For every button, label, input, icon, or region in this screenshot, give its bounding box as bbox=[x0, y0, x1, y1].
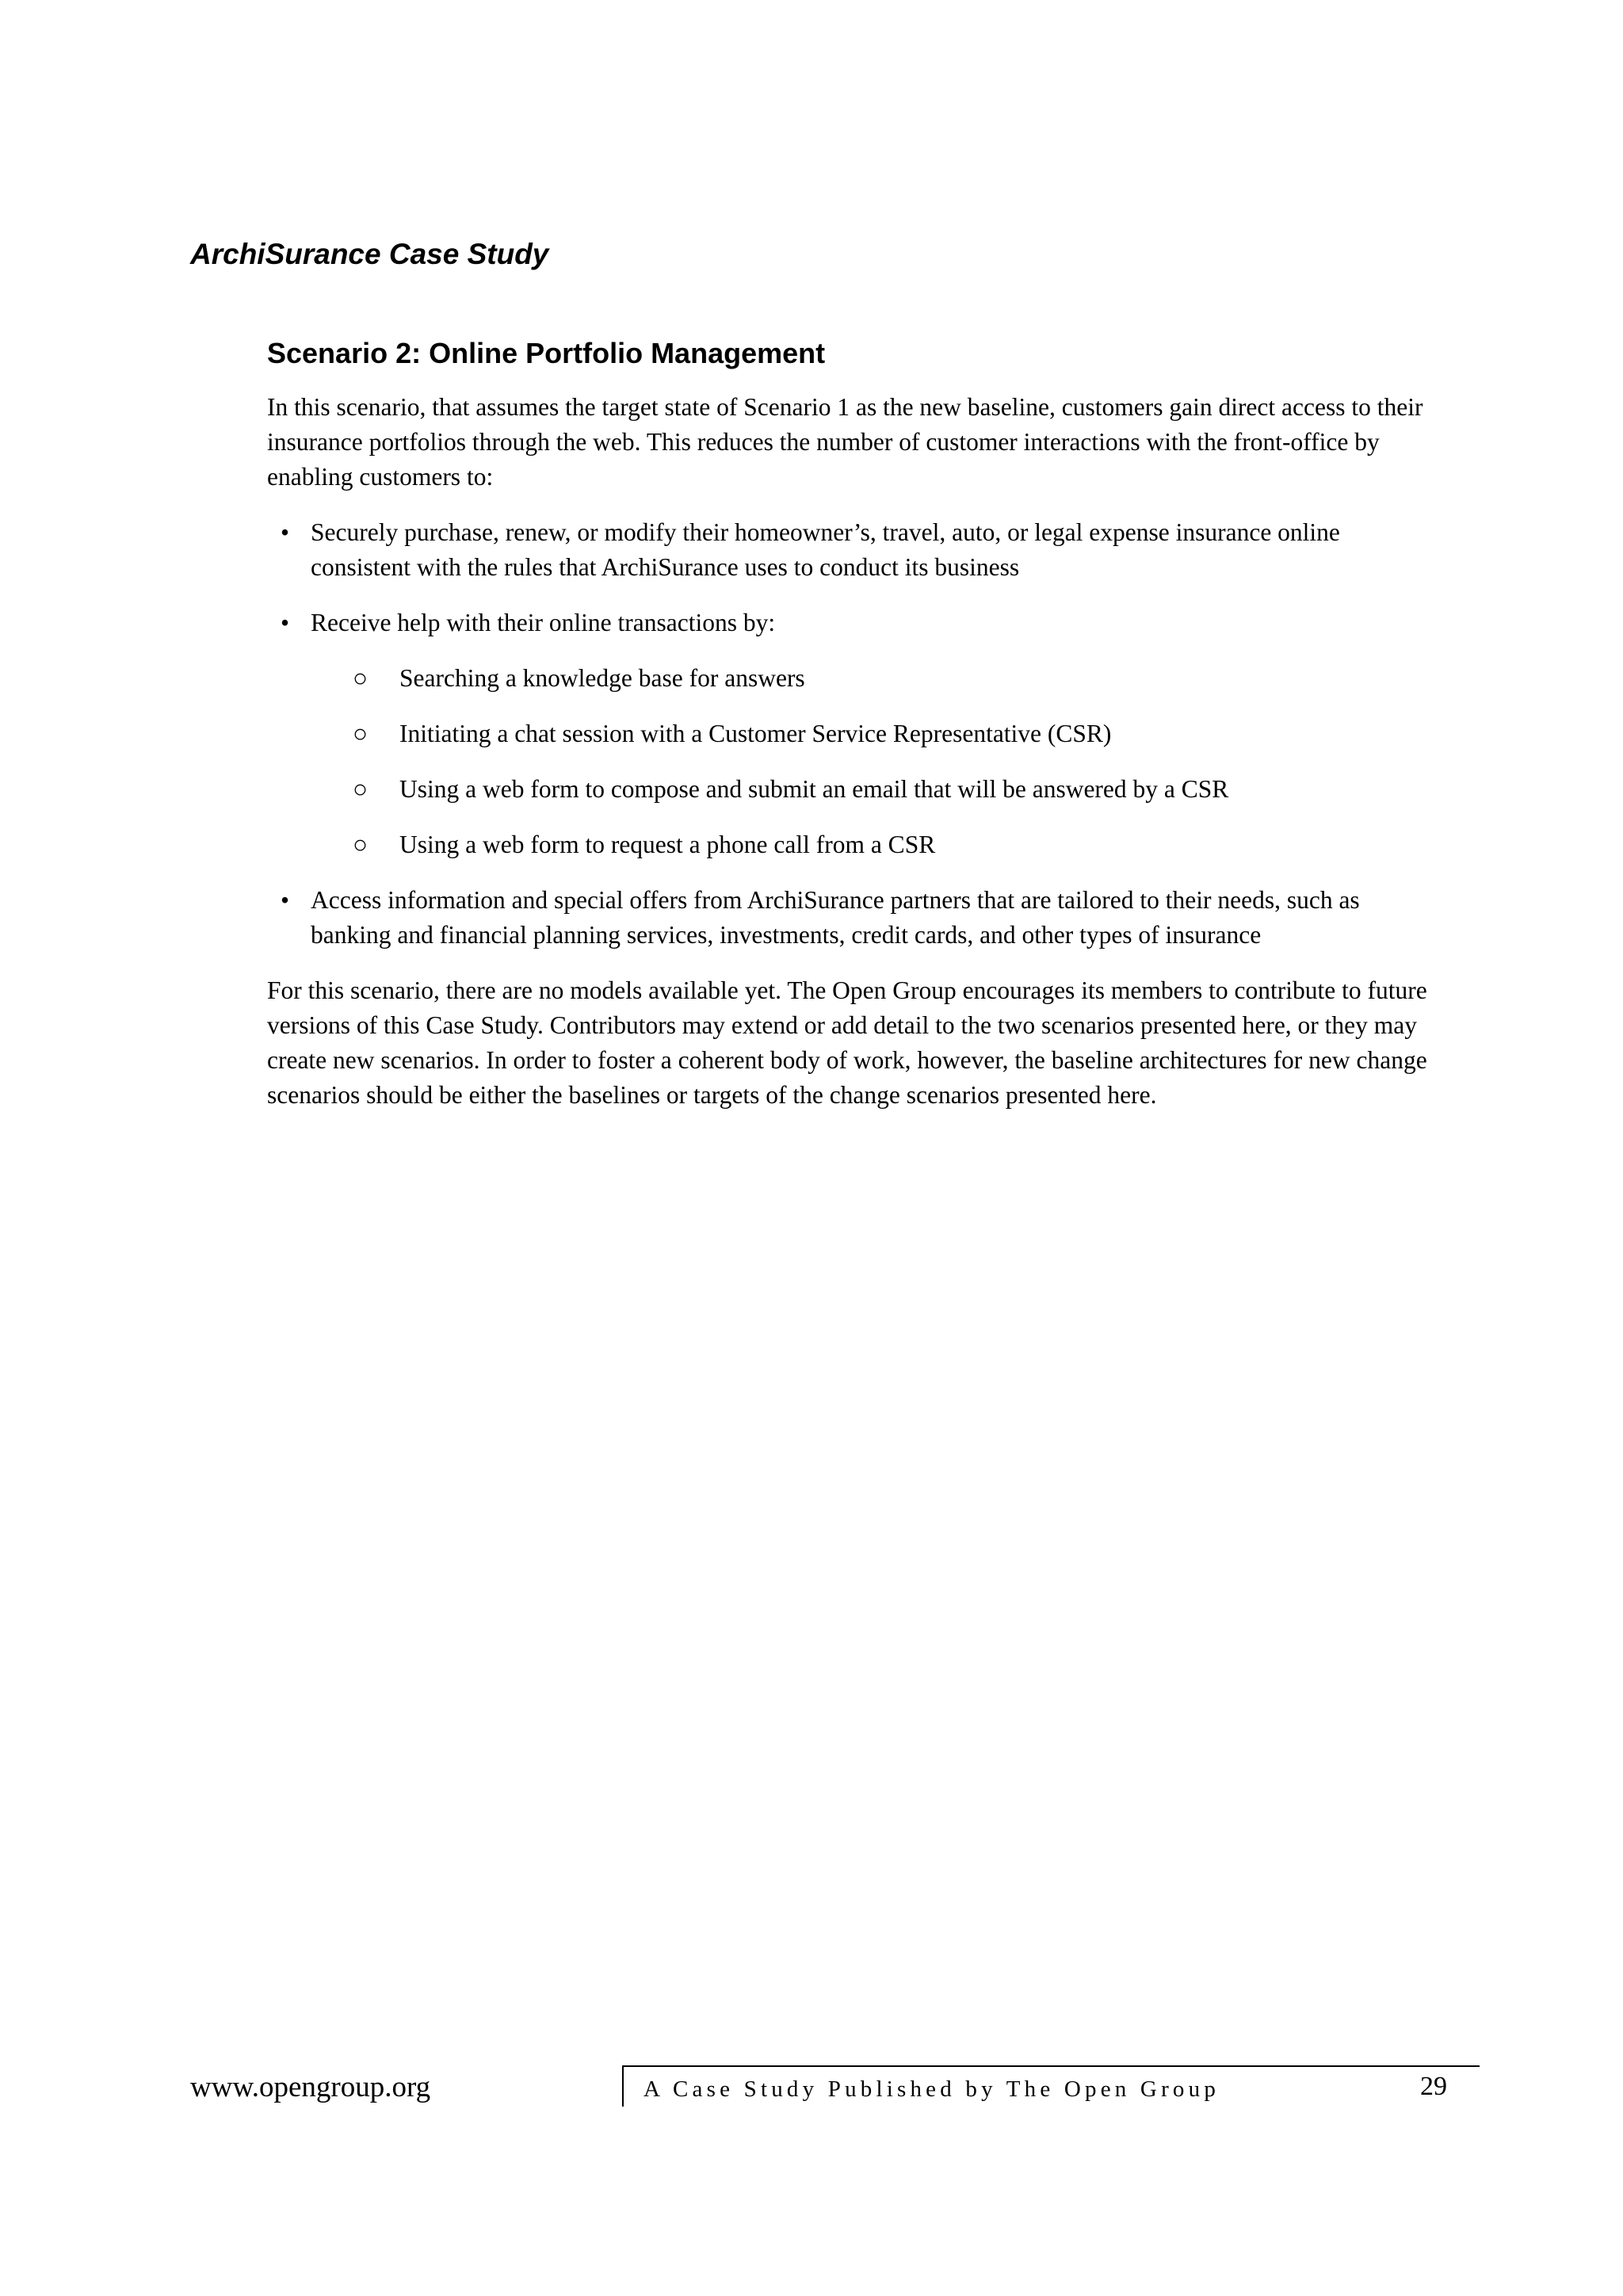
footer-publisher-text: A Case Study Published by The Open Group bbox=[643, 2076, 1220, 2102]
list-item bbox=[267, 606, 1440, 862]
footer-url: www.opengroup.org bbox=[190, 2071, 431, 2103]
sub-list-item bbox=[311, 772, 1440, 807]
circle-bullet-icon: ○ bbox=[353, 775, 369, 803]
sub-list-item bbox=[311, 661, 1440, 696]
sub-list-item bbox=[311, 827, 1440, 862]
section-title: Scenario 2: Online Portfolio Management bbox=[267, 337, 826, 369]
list-item bbox=[267, 515, 1440, 585]
sub-list-item bbox=[311, 716, 1440, 751]
circle-bullet-icon: ○ bbox=[353, 720, 369, 747]
main-content bbox=[267, 333, 1440, 1133]
closing-paragraph: For this scenario, there are no models available yet. The Open Group encourages its members to contribute to future versions of this Case Study. Contributors may extend or add detail to the two scenarios presented here, or they may create new scenarios. In order to foster a coherent body of work, however, the baseline architectures for new change scenarios should be either the baselines or targets of the change scenarios presented here. bbox=[267, 976, 1427, 1109]
list-item-text: Securely purchase, renew, or modify their homeowner’s, travel, auto, or legal expense insurance online consistent with the rules that ArchiSurance uses to conduct its business bbox=[311, 518, 1340, 581]
page-number: 29 bbox=[1420, 2072, 1447, 2101]
help-options-list bbox=[311, 661, 1440, 862]
bullet-icon: • bbox=[281, 609, 290, 636]
list-item-text: Access information and special offers from ArchiSurance partners that are tailored to their needs, such as banking and financial planning services, investments, credit cards, and other types of insurance bbox=[311, 886, 1360, 949]
list-item bbox=[267, 883, 1440, 953]
bullet-icon: • bbox=[281, 518, 290, 546]
footer-publisher-box bbox=[622, 2065, 1480, 2107]
sub-list-item-text: Using a web form to compose and submit an email that will be answered by a CSR bbox=[399, 775, 1229, 803]
sub-list-item-text: Searching a knowledge base for answers bbox=[399, 664, 805, 692]
circle-bullet-icon: ○ bbox=[353, 831, 369, 858]
sub-list-item-text: Initiating a chat session with a Customer Service Representative (CSR) bbox=[399, 720, 1112, 747]
bullet-icon: • bbox=[281, 886, 290, 914]
running-header-title: ArchiSurance Case Study bbox=[190, 238, 549, 270]
circle-bullet-icon: ○ bbox=[353, 664, 369, 692]
benefit-list bbox=[267, 515, 1440, 953]
list-item-text: Receive help with their online transactions by: bbox=[311, 609, 776, 636]
intro-paragraph: In this scenario, that assumes the target state of Scenario 1 as the new baseline, customers gain direct access to their insurance portfolios through the web. This reduces the number of customer interactions with the front-office by enabling customers to: bbox=[267, 393, 1423, 491]
sub-list-item-text: Using a web form to request a phone call from a CSR bbox=[399, 831, 936, 858]
